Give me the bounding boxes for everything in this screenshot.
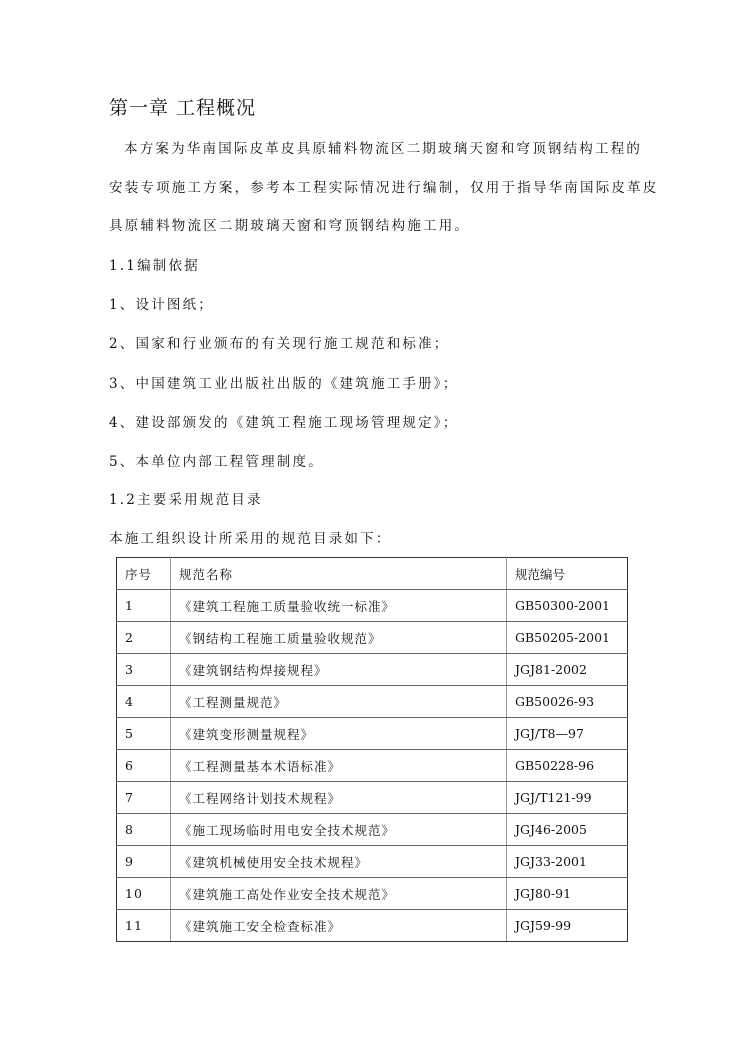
code-cell: GB50205-2001 <box>507 622 628 654</box>
code-cell: JGJ80-91 <box>507 878 628 910</box>
code-cell: GB50228-96 <box>507 750 628 782</box>
index-cell: 9 <box>117 846 171 878</box>
table-row <box>117 686 628 718</box>
code-cell: GB50026-93 <box>507 686 628 718</box>
table-row <box>117 750 628 782</box>
name-cell: 《建筑施工高处作业安全技术规范》 <box>171 878 507 910</box>
table-row <box>117 622 628 654</box>
basis-item: 2、国家和行业颁布的有关现行施工规范和标准； <box>109 336 450 352</box>
basis-item: 5、本单位内部工程管理制度。 <box>109 454 324 470</box>
paragraph-line: 安装专项施工方案，参考本工程实际情况进行编制，仅用于指导华南国际皮革皮 <box>109 180 659 196</box>
table-row <box>117 814 628 846</box>
code-cell: JGJ46-2005 <box>507 814 628 846</box>
index-cell: 3 <box>117 654 171 686</box>
table-row <box>117 654 628 686</box>
code-cell: JGJ81-2002 <box>507 654 628 686</box>
table-row <box>117 718 628 750</box>
name-cell: 规范名称 <box>171 558 507 590</box>
index-cell: 2 <box>117 622 171 654</box>
name-cell: 《工程测量基本术语标准》 <box>171 750 507 782</box>
index-cell: 序号 <box>117 558 171 590</box>
name-cell: 《施工现场临时用电安全技术规范》 <box>171 814 507 846</box>
name-cell: 《建筑机械使用安全技术规程》 <box>171 846 507 878</box>
name-cell: 《建筑钢结构焊接规程》 <box>171 654 507 686</box>
table-row <box>117 878 628 910</box>
index-cell: 11 <box>117 910 171 942</box>
index-cell: 10 <box>117 878 171 910</box>
name-cell: 《建筑变形测量规程》 <box>171 718 507 750</box>
name-cell: 《钢结构工程施工质量验收规范》 <box>171 622 507 654</box>
code-cell: JGJ/T121-99 <box>507 782 628 814</box>
basis-item: 1、设计图纸； <box>109 297 214 313</box>
table-header-row <box>117 558 628 590</box>
code-cell: JGJ/T8—97 <box>507 718 628 750</box>
chapter-title: 第一章 工程概况 <box>109 97 257 119</box>
index-cell: 6 <box>117 750 171 782</box>
index-cell: 8 <box>117 814 171 846</box>
index-cell: 4 <box>117 686 171 718</box>
code-cell: GB50300-2001 <box>507 590 628 622</box>
table-intro: 本施工组织设计所采用的规范目录如下： <box>109 531 392 547</box>
name-cell: 《工程网络计划技术规程》 <box>171 782 507 814</box>
code-cell: JGJ33-2001 <box>507 846 628 878</box>
name-cell: 《建筑工程施工质量验收统一标准》 <box>171 590 507 622</box>
table-row <box>117 846 628 878</box>
section-heading: 1.2主要采用规范目录 <box>109 492 263 508</box>
paragraph-line: 本方案为华南国际皮革皮具原辅料物流区二期玻璃天窗和穹顶钢结构工程的 <box>124 141 643 157</box>
section-heading: 1.1编制依据 <box>109 258 200 274</box>
name-cell: 《建筑施工安全检查标准》 <box>171 910 507 942</box>
paragraph-line: 具原辅料物流区二期玻璃天窗和穹顶钢结构施工用。 <box>109 218 471 234</box>
index-cell: 1 <box>117 590 171 622</box>
standards-table <box>116 557 628 942</box>
basis-item: 3、中国建筑工业出版社出版的《建筑施工手册》； <box>109 376 459 392</box>
name-cell: 《工程测量规范》 <box>171 686 507 718</box>
code-cell: JGJ59-99 <box>507 910 628 942</box>
code-cell: 规范编号 <box>507 558 628 590</box>
index-cell: 7 <box>117 782 171 814</box>
table-row <box>117 782 628 814</box>
table-row <box>117 590 628 622</box>
index-cell: 5 <box>117 718 171 750</box>
table-row <box>117 910 628 942</box>
basis-item: 4、建设部颁发的《建筑工程施工现场管理规定》； <box>109 415 459 431</box>
